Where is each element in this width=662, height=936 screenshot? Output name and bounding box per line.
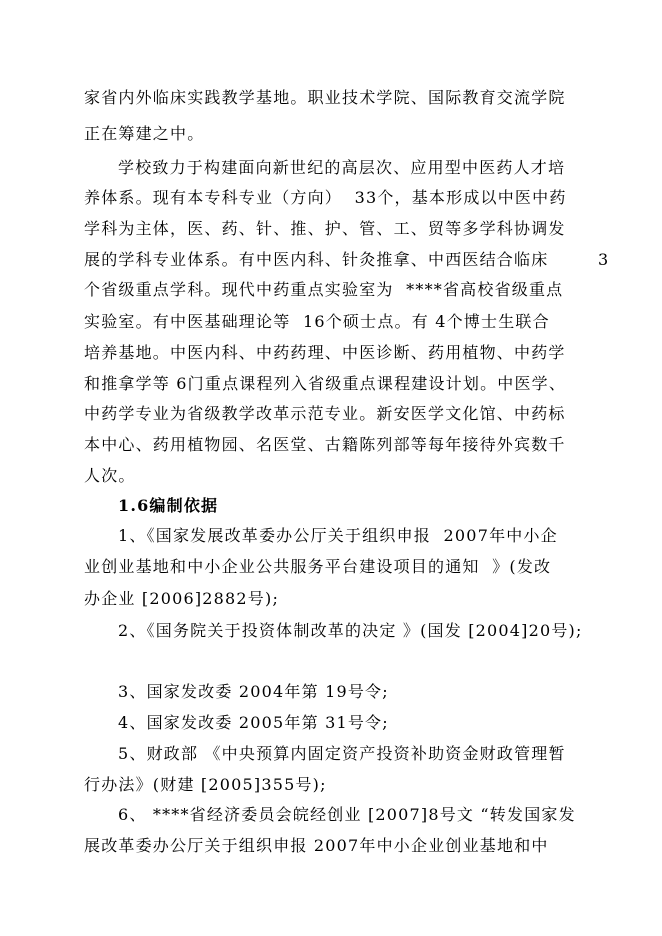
list-item-line: 2、《国务院关于投资体制改革的决定 》(国发 [2004]20号); xyxy=(118,621,583,640)
list-item-line: 5、财政部 《中央预算内固定资产投资补助资金财政管理暂 xyxy=(118,744,566,763)
paragraph-line: 人次。 xyxy=(84,466,136,485)
paragraph-line: 展的学科专业体系。有中医内科、针灸推拿、中西医结合临床 xyxy=(84,250,549,269)
paragraph-line: 学科为主体，医、药、针、推、护、管、工、贸等多学科协调发 xyxy=(84,219,566,238)
paragraph-line: 实验室。有中医基础理论等 16个硕士点。有 4个博士生联合 xyxy=(84,312,550,331)
paragraph-line: 学校致力于构建面向新世纪的高层次、应用型中医药人才培 xyxy=(118,158,566,177)
paragraph-line: 中药学专业为省级教学改革示范专业。新安医学文化馆、中药标 xyxy=(84,404,566,423)
list-item-line: 办企业 [2006]2882号); xyxy=(84,589,280,608)
paragraph-line: 本中心、药用植物园、名医堂、古籍陈列部等每年接待外宾数千 xyxy=(84,435,566,454)
paragraph-line: 正在筹建之中。 xyxy=(84,124,205,143)
paragraph-line: 和推拿学等 6门重点课程列入省级重点课程建设计划。中医学、 xyxy=(84,374,567,393)
paragraph-line-number: 3 xyxy=(598,250,610,269)
paragraph-line: 培养基地。中医内科、中药药理、中医诊断、药用植物、中药学 xyxy=(84,343,566,362)
list-item-line: 1、《国家发展改革委办公厅关于组织申报 2007年中小企 xyxy=(118,526,558,545)
list-item-line: 业创业基地和中小企业公共服务平台建设项目的通知 》(发改 xyxy=(84,557,552,576)
section-heading: 1.6编制依据 xyxy=(118,496,219,515)
paragraph-line: 养体系。现有本专科专业（方向） 33个，基本形成以中医中药 xyxy=(84,188,567,207)
list-item-line: 展改革委办公厅关于组织申报 2007年中小企业创业基地和中 xyxy=(84,836,549,855)
list-item-line: 3、国家发改委 2004年第 19号令; xyxy=(118,682,389,701)
list-item-line: 4、国家发改委 2005年第 31号令; xyxy=(118,713,389,732)
list-item-line: 行办法》(财建 [2005]355号); xyxy=(84,775,327,794)
list-item-line: 6、 ****省经济委员会皖经创业 [2007]8号文 “转发国家发 xyxy=(118,805,576,824)
paragraph-line: 个省级重点学科。现代中药重点实验室为 ****省高校省级重点 xyxy=(84,280,564,299)
paragraph-line: 家省内外临床实践教学基地。职业技术学院、国际教育交流学院 xyxy=(84,88,566,107)
